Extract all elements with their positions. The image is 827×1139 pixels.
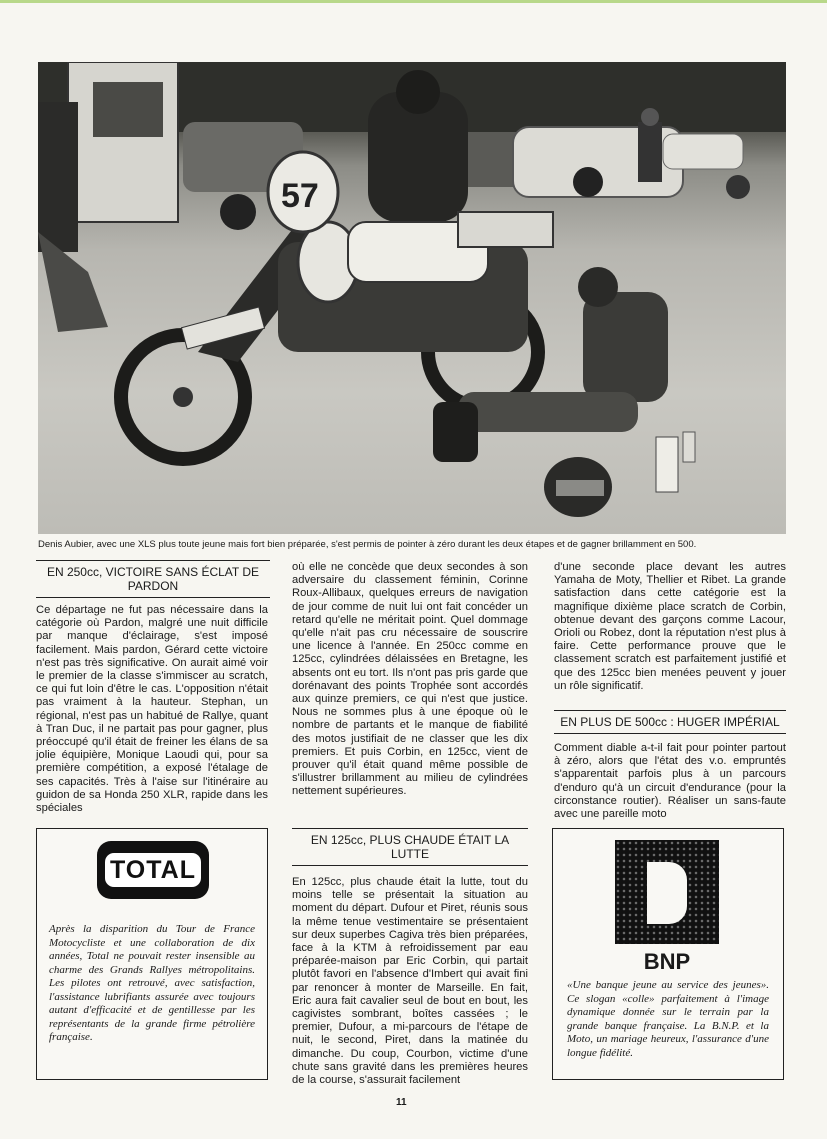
bnp-b-shape [647,862,687,924]
top-border [0,0,827,3]
article-500cc [554,742,786,821]
total-advert [36,828,268,1080]
article-250cc-continued [292,561,528,799]
article-500cc-text: Comment diable a-t-il fait pour pointer partout à zéro, alors que l'état des v.o. empruntés s'apparentait parfois plus à un parcours d'enduro qu'à un circuit d'endurance (pour la circonstance routier). Réaliser un sans-faute avec une pareille moto [554,742,786,821]
article-125cc-continued [554,561,786,693]
page-number: 11 [396,1097,407,1108]
total-logo-text: TOTAL [105,853,201,887]
column2-text: où elle ne concède que deux secondes à son adversaire du classement féminin, Corinne Roux-Allibaux, quelques erreurs de navigation de jour comme de nuit lui ont fait concéder un retard qu'elle ne méritait point. Quel dommage qu'elle n'ait pas cru nécessaire de souscrire une licence à l'année. En 250cc comme en 125cc, cylindrées délaissées en Bretagne, les absents ont eu tort. Ils n'ont pas pris garde que dorénavant des points Trophée sont accordés aux quinze premiers, ce qui n'est que justice. Nous ne sommes plus à une époque où le nombre de partants et le manque de fiabilité des motos justifiait de ne classer que les dix premiers. Et puis Corbin, en 125cc, vient de prouver qu'il était quand même possible de s'illustrer brillamment au milieu de cylindrées nettement supérieures. [292,561,528,798]
heading-125cc: EN 125cc, PLUS CHAUDE ÉTAIT LA LUTTE [292,828,528,866]
total-logo [97,841,209,899]
photo-caption: Denis Aubier, avec une XLS plus toute jeune mais fort bien préparée, s'est permis de pointer à zéro durant les deux étapes et de gagner brillamment en 500. [38,539,697,550]
rally-motorcycle-photo [38,62,786,534]
article-125cc [292,876,528,1087]
heading-500cc: EN PLUS DE 500cc : HUGER IMPÉRIAL [554,710,786,734]
article-125cc-text: En 125cc, plus chaude était la lutte, tout du moins telle se présentait la situation au moment du départ. Dufour et Piret, réunis sous la même tenue vestimentaire se présentaient sur deux superbes Cagiva très bien préparées, face à la KTM à refroidissement par eau préparée-maison par Eric Corbin, qui partait plutôt favori en l'absence d'Imbert qui avait fini par renoncer à monter de Marseille. En fait, Eric aura fait cavalier seul de bout en bout, les cagivistes sombrant, boîtes cassées ; le premier, Dufour, a mi-parcours de l'étape de nuit, le second, Piret, dans la matinée du dimanche. Du coup, Courbon, victime d'une chute sans gravité dans les premières heures de la course, s'assurait facilement [292,876,528,1087]
article-250cc [36,604,268,815]
heading-250cc: EN 250cc, VICTOIRE SANS ÉCLAT DE PARDON [36,560,270,598]
bnp-ad-text: «Une banque jeune au service des jeunes». Ce slogan «colle» parfaitement à l'image dynamique donnée sur le terrain par la grande banque française. La B.N.P. et la Moto, un mariage heureux, l'assurance d'une longue fidélité. [567,979,769,1059]
photo-illustration [38,62,786,534]
bnp-advert [552,828,784,1080]
bnp-logo-mark [615,840,719,944]
article-250cc-text: Ce départage ne fut pas nécessaire dans la catégorie où Pardon, malgré une nuit difficile par manque d'éclairage, s'est imposé facilement. Mais pardon, Gérard cette victoire n'est pas très significative. On aurait aimé voir le premier de la classe s'immiscer au scratch, ce qui fut loin d'être le cas. L'opposition n'était pas vraiment à la hauteur. Stephan, un régional, n'est pas un habitué de Rallye, quant à Tran Duc, il ne partait pas pour gagner, plus préoccupé qu'il était de freiner les élans de sa jolie équipière, Monique Laoudi qui, pour sa première compétition, a exposé l'étalage de ses capacités. Très à l'aise sur l'itinéraire au guidon de sa Honda 250 XLR, rapide dans les spéciales [36,604,268,815]
total-ad-text: Après la disparition du Tour de France Motocycliste et une collaboration de dix années, Total ne pouvait rester insensible au charme des Grands Rallyes métropolitains. Les pilotes ont retrouvé, avec satisfaction, l'assistance lubrifiants assurée avec toujours autant d'efficacité et de gentillesse par les représentants de la grande firme pétrolière française. [49,923,255,1043]
race-number: 57 [281,177,319,215]
column3-text: d'une seconde place devant les autres Yamaha de Moty, Thellier et Ribet. La grande satisfaction dans cette catégorie est la magnifique dixième place scratch de Corbin, obtenue devant des garçons comme Lacour, Orioli ou Robez, dont la réputation n'est plus à faire. Cette performance prouve que le classement scratch est parfaitement justifié et que des 125cc bien menées peuvent y jouer un rôle significatif. [554,561,786,692]
bnp-logo-text: BNP [643,949,691,974]
